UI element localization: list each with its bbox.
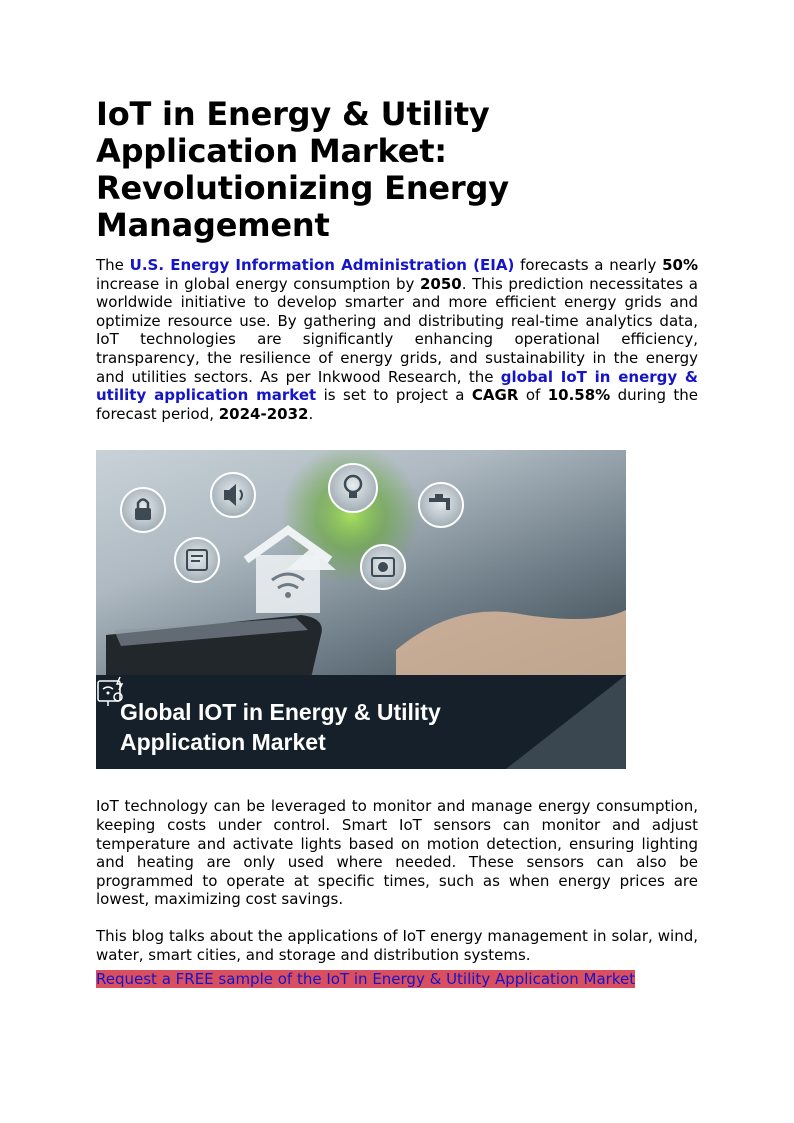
body-paragraph-3: This blog talks about the applications of IoT energy management in solar, wind, water, smart cities, and storage and distribution systems. — [96, 926, 698, 964]
body-paragraph-2: IoT technology can be leveraged to monitor and manage energy consumption, keeping costs under control. Smart IoT sensors can monitor and adjust temperature and activate lights based on motion detection, ensuring lighting and heating are only used where needed. These sensors can also be programmed to operate at specific times, such as when energy prices are lowest, maximizing cost savings. — [96, 797, 698, 909]
intro-text: of — [518, 386, 548, 405]
request-sample-link[interactable]: Request a FREE sample of the IoT in Energy & Utility Application Market — [96, 970, 636, 989]
intro-text: . — [308, 404, 314, 423]
faucet-icon — [419, 483, 463, 527]
banner-title — [120, 697, 441, 757]
intro-text: The — [96, 256, 130, 274]
intro-paragraph — [96, 256, 698, 423]
intro-text: is set to project a — [316, 386, 472, 405]
article — [96, 96, 698, 988]
intro-text: increase in global energy consumption by — [96, 274, 420, 293]
fan-icon — [361, 545, 405, 589]
hero-banner — [96, 675, 626, 769]
market-link[interactable]: global IoT in energy & utility application market — [96, 367, 699, 405]
eia-link[interactable]: U.S. Energy Information Administration (EIA) — [129, 256, 515, 274]
smart-meter-icon — [96, 675, 126, 707]
intro-text: . This prediction necessitates a worldwide initiative to develop smarter and more efficient energy grids and optimize resource use. By gathering and distributing real-time analytics data, IoT technologies are significantly enhancing operational efficiency, transparency, the resilience of energy grids, and sustainability in the energy and utilities sectors. As per Inkwood Research, the — [96, 274, 698, 386]
banner-accent — [506, 675, 626, 769]
lightbulb-icon — [329, 464, 377, 512]
stat-2050: 2050 — [420, 274, 462, 293]
banner-line-1: Global IOT in Energy & Utility — [120, 699, 441, 726]
banner-line-2: Application Market — [120, 729, 326, 756]
hero-image — [96, 450, 626, 769]
intro-text: during the forecast period, — [96, 386, 699, 423]
cagr-value: 10.58% — [547, 386, 611, 405]
speaker-icon — [211, 473, 255, 517]
lock-icon — [121, 488, 165, 532]
intro-text: forecasts a nearly — [514, 256, 663, 274]
page-title: IoT in Energy & Utility Application Market: Revolutionizing Energy Management — [96, 95, 509, 244]
forecast-period: 2024-2032 — [218, 404, 309, 423]
thermostat-icon — [175, 538, 219, 582]
cagr-label: CAGR — [471, 386, 519, 405]
stat-50-percent: 50% — [662, 256, 698, 274]
